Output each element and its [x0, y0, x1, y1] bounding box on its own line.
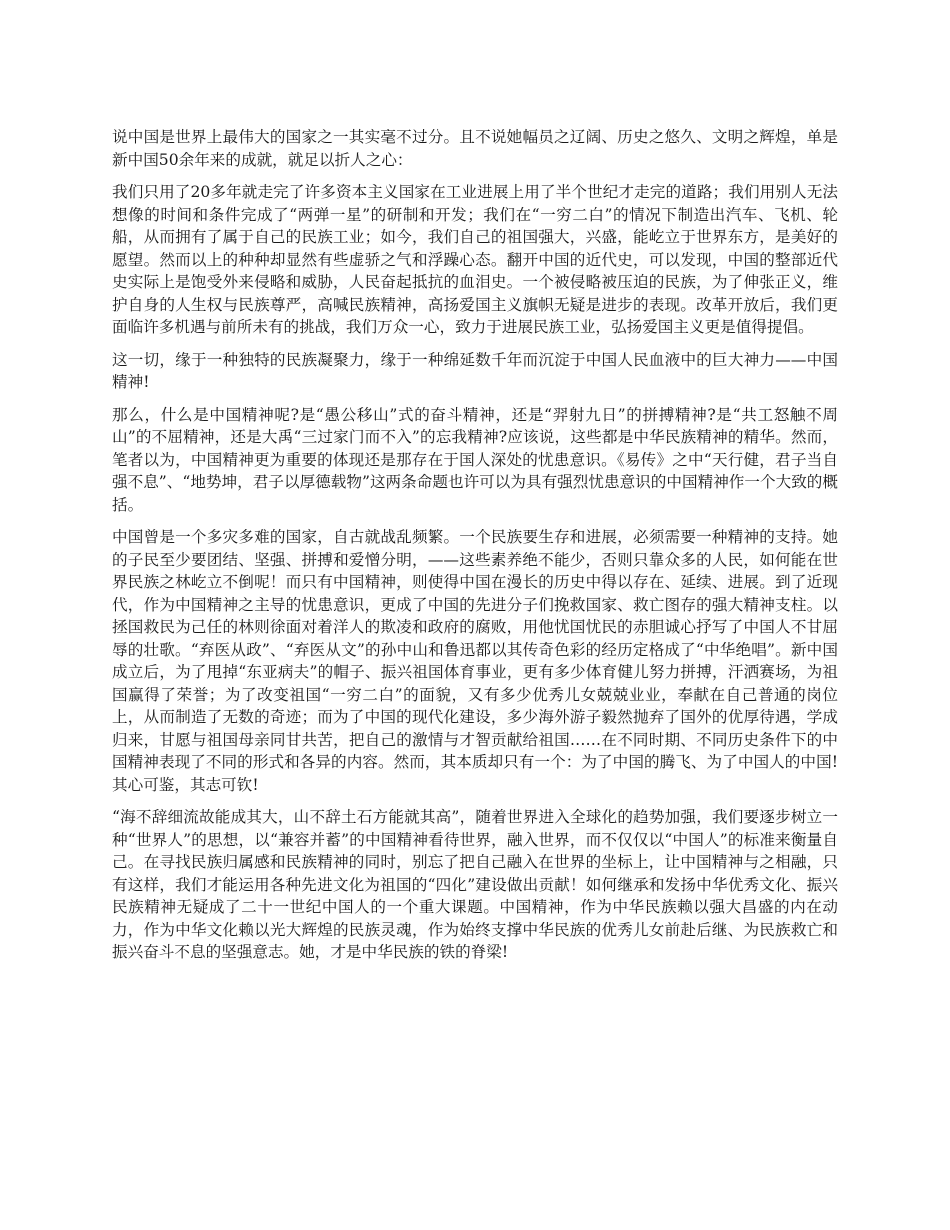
document-body [112, 126, 838, 974]
paragraph-achievements: 我们只用了20多年就走完了许多资本主义国家在工业进展上用了半个世纪才走完的道路；我们用别人无法想像的时间和条件完成了“两弹一星”的研制和开发；我们在“一穷二白”的情况下制造出汽车、飞机、轮 船，从而拥有了属于自己的民族工业；如今，我们自己的祖国强大，兴盛，能屹立于世界东方，是美好的愿望。然而以上的种种却显然有些虚骄之气和浮躁心态。翻开中国的近代史，可以发现，中国的整部近代史实际上是饱受外来侵略和威胁，人民奋起抵抗的血泪史。一个被侵略被压迫的民族，为了伸张正义，维护自身的人生权与民族尊严，高喊民族精神，高扬爱国主义旗帜无疑是进步的表现。改革开放后，我们更面临许多机遇与前所未有的挑战，我们万众一心，致力于进展民族工业，弘扬爱国主义更是值得提倡。 [112, 183, 838, 336]
paragraph-what-is-spirit: 那么，什么是中国精神呢?是“愚公移山”式的奋斗精神，还是“羿射九日”的拼搏精神?是“共工怒触不周山”的不屈精神，还是大禹“三过家门而不入”的忘我精神?应该说，这些都是中华民族精神的精华。然而，笔者以为，中国精神更为重要的体现还是那存在于国人深处的忧患意识。《易传》之中“天行健，君子当自强不息”、“地势坤，君子以厚德载物”这两条命题也许可以为具有强烈忧患意识的中国精神作一个大致的概括。 [112, 405, 838, 514]
paragraph-cohesion: 这一切，缘于一种独特的民族凝聚力，缘于一种绵延数千年而沉淀于中国人民血液中的巨大神力——中国精神! [112, 350, 838, 391]
paragraph-intro: 说中国是世界上最伟大的国家之一其实毫不过分。且不说她幅员之辽阔、历史之悠久、文明之辉煌，单是新中国50余年来的成就，就足以折人之心： [112, 128, 838, 169]
paragraph-history: 中国曾是一个多灾多难的国家，自古就战乱频繁。一个民族要生存和进展，必须需要一种精神的支持。她的子民至少要团结、坚强、拼搏和爱憎分明，——这些素养绝不能少，否则只靠众多的人民，如何能在世界民族之林屹立不倒呢！而只有中国精神，则使得中国在漫长的历史中得以存在、延续、进展。到了近现代，作为中国精神之主导的忧患意识，更成了中国的先进分子们挽救国家、救亡图存的强大精神支柱。以拯国救民为己任的林则徐面对着洋人的欺凌和政府的腐败，用他忧国忧民的赤胆诚心抒写了中国人不甘屈辱的壮歌。“弃医从政”、“弃医从文”的孙中山和鲁迅都以其传奇色彩的经历定格成了“中华绝唱”。新中国成立后，为了甩掉“东亚病夫”的帽子、振兴祖国体育事业，更有多少体育健儿努力拼搏，汗洒赛场，为祖国赢得了荣誉；为了改变祖国“一穷二白”的面貌，又有多少优秀儿女兢兢业业，奉献在自己普通的岗位上，从而制造了无数的奇迹；而为了中国的现代化建设，多少海外游子毅然抛弃了国外的优厚待遇，学成归来，甘愿与祖国母亲同甘共苦，把自己的激情与才智贡献给祖国……在不同时期、不同历史条件下的中国精神表现了不同的形式和各异的内容。然而，其本质却只有一个：为了中国的腾飞、为了中国人的中国!其心可鉴，其志可钦! [112, 528, 838, 794]
paragraph-conclusion: “海不辞细流故能成其大，山不辞土石方能就其高”，随着世界进入全球化的趋势加强，我们要逐步树立一种“世界人”的思想，以“兼容并蓄”的中国精神看待世界，融入世界，而不仅仅以“中国人”的标准来衡量自己。在寻找民族归属感和民族精神的同时，别忘了把自己融入在世界的坐标上，让中国精神与之相融，只有这样，我们才能运用各种先进文化为祖国的“四化”建设做出贡献！如何继承和发扬中华优秀文化、振兴民族精神无疑成了二十一世纪中国人的一个重大课题。中国精神，作为中华民族赖以强大昌盛的内在动力，作为中华文化赖以光大辉煌的民族灵魂，作为始终支撑中华民族的优秀儿女前赴后继、为民族救亡和振兴奋斗不息的坚强意志。她，才是中华民族的铁的脊梁! [112, 808, 838, 961]
